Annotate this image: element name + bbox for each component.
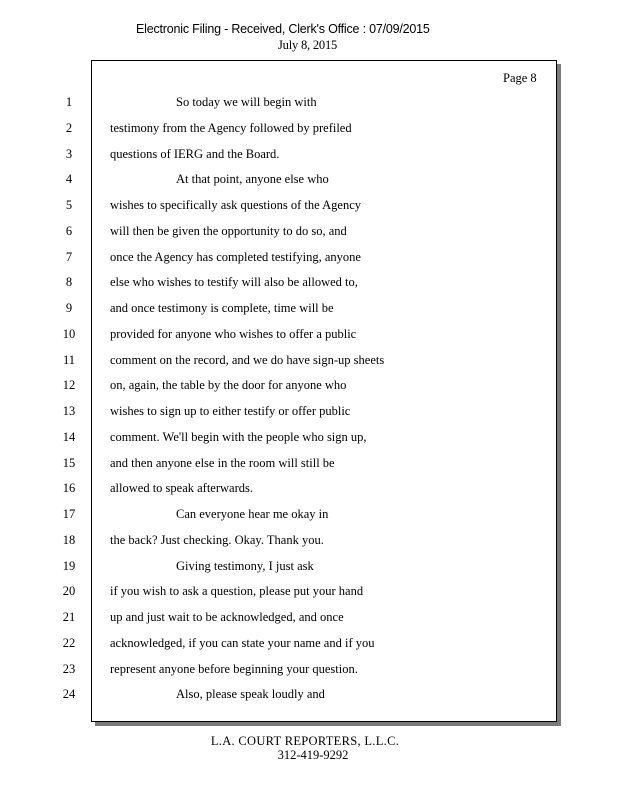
transcript-line-text: and then anyone else in the room will still be [110,456,335,470]
line-number: 10 [62,327,76,341]
transcript-line-text: else who wishes to testify will also be allowed to, [110,275,358,289]
transcript-line-text: represent anyone before beginning your question. [110,662,358,676]
line-number: 11 [62,353,76,367]
line-number: 3 [65,147,73,161]
transcript-line-text: allowed to speak afterwards. [110,481,253,495]
transcript-line-text: if you wish to ask a question, please put your hand [110,584,364,598]
filing-stamp: Electronic Filing - Received, Clerk's Office : 07/09/2015 [136,22,430,36]
transcript-line-text: Also, please speak loudly and [176,687,325,701]
transcript-line-text: questions of IERG and the Board. [110,147,280,161]
line-number: 24 [62,687,76,701]
line-number: 18 [62,533,76,547]
line-number: 23 [62,662,76,676]
line-number: 7 [65,250,73,264]
line-number: 2 [65,121,73,135]
transcript-line-text: acknowledged, if you can state your name and if you [110,636,375,650]
line-number: 21 [62,610,76,624]
line-number: 17 [62,507,76,521]
footer-phone: 312-419-9292 [277,748,349,762]
footer-company: L.A. COURT REPORTERS, L.L.C. [210,734,400,748]
line-number: 1 [65,95,73,109]
line-number: 9 [65,301,73,315]
transcript-line-text: At that point, anyone else who [176,172,329,186]
line-number: 16 [62,481,76,495]
transcript-line-text: wishes to specifically ask questions of the Agency [110,198,361,212]
line-number: 8 [65,275,73,289]
transcript-line-text: Can everyone hear me okay in [176,507,329,521]
line-number: 5 [65,198,73,212]
line-number: 20 [62,584,76,598]
transcript-line-text: provided for anyone who wishes to offer a public [110,327,357,341]
line-number: 19 [62,559,76,573]
transcript-line-text: on, again, the table by the door for anyone who [110,378,347,392]
transcript-line-text: wishes to sign up to either testify or offer public [110,404,351,418]
line-number: 15 [62,456,76,470]
line-number: 22 [62,636,76,650]
transcript-line-text: up and just wait to be acknowledged, and once [110,610,344,624]
transcript-line-text: comment on the record, and we do have sign-up sheets [110,353,385,367]
transcript-line-text: testimony from the Agency followed by prefiled [110,121,352,135]
page-number: Page 8 [503,71,537,85]
transcript-line-text: and once testimony is complete, time will be [110,301,334,315]
line-number: 12 [62,378,76,392]
line-number: 14 [62,430,76,444]
transcript-line-text: Giving testimony, I just ask [176,559,314,573]
line-number: 4 [65,172,73,186]
transcript-line-text: will then be given the opportunity to do so, and [110,224,347,238]
transcript-line-text: comment. We'll begin with the people who sign up, [110,430,367,444]
transcript-line-text: So today we will begin with [176,95,317,109]
transcript-line-text: once the Agency has completed testifying, anyone [110,250,361,264]
line-number: 13 [62,404,76,418]
line-number: 6 [65,224,73,238]
filing-date: July 8, 2015 [278,38,338,52]
transcript-line-text: the back? Just checking. Okay. Thank you. [110,533,324,547]
